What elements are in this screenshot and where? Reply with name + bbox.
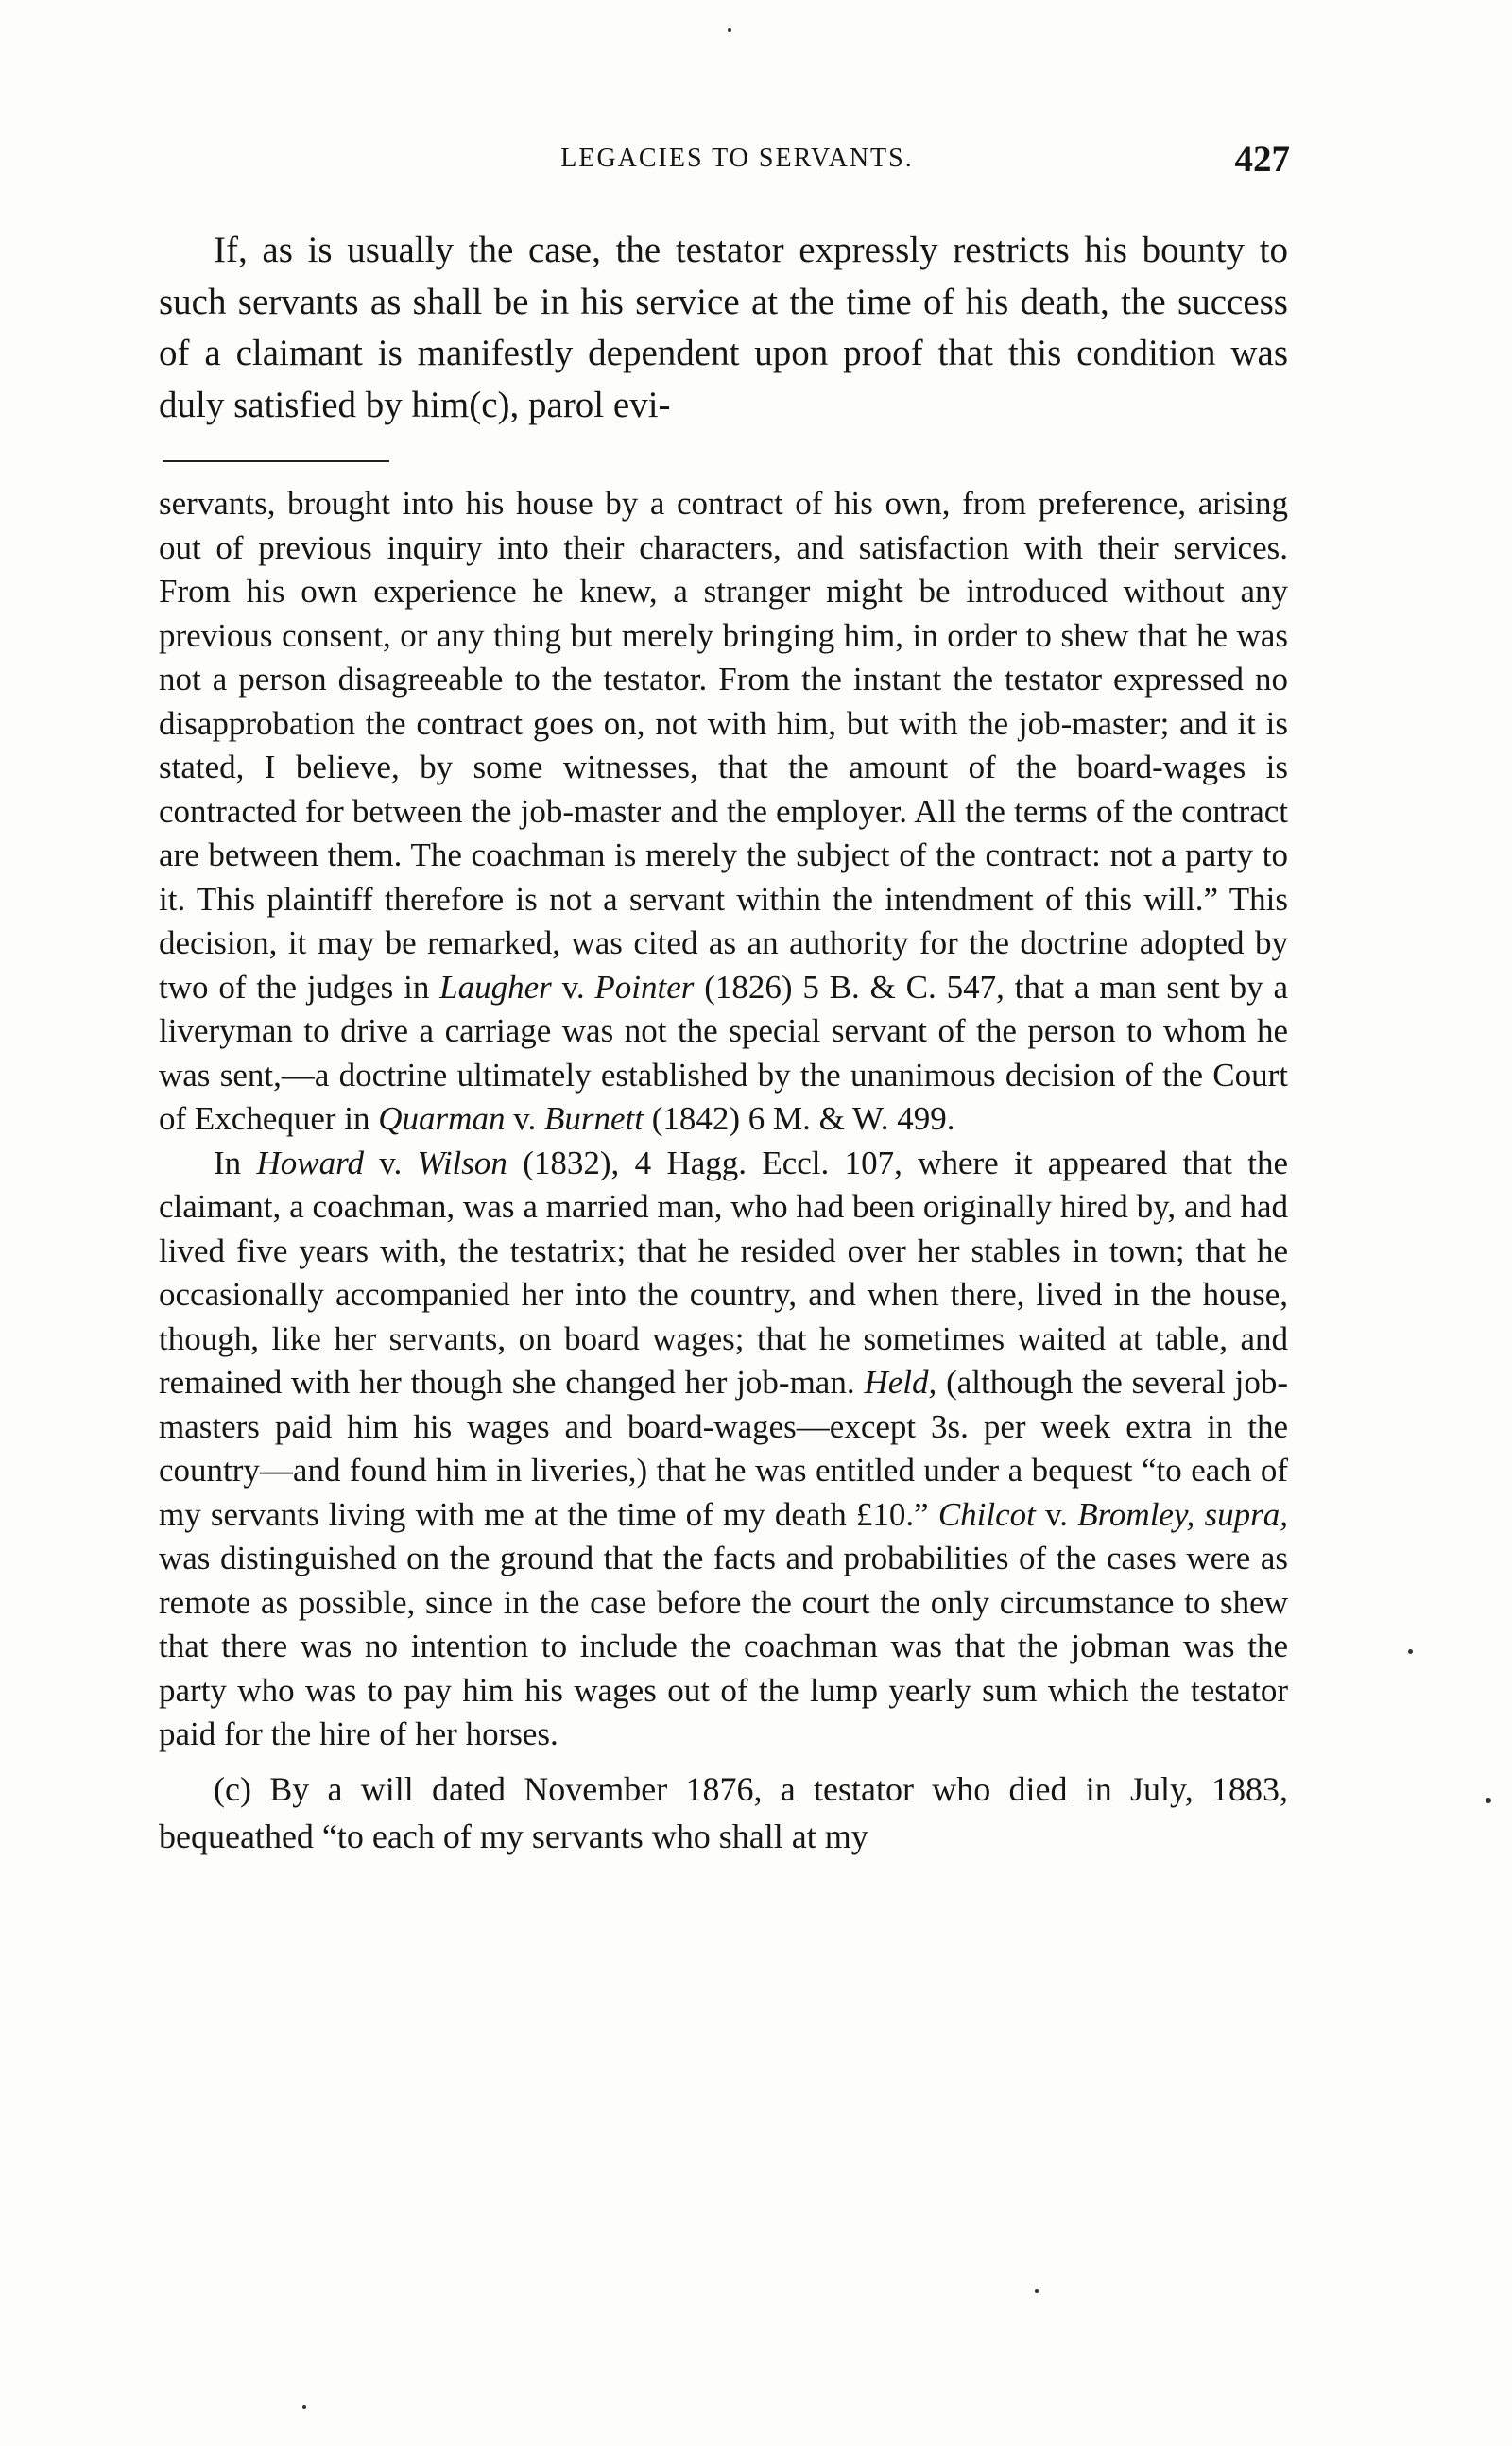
- note-text: servants, brought into his house by a contract of his own, from preference, arising out of previous inquiry into their characters, and satisfaction with their services. From his own experience he knew, a stranger might be introduced without any previous consent, or any thing but merely bringing him, in order to shew that he was not a person disagreeable to the testator. From the instant the testator expressed no disapprobation the contract goes on, not with him, but with the job-master; and it is stated, I believe, by some witnesses, that the amount of the board-wages is contracted for between the job-master and the employer. All the terms of the contract are between them. The coachman is merely the subject of the contract: not a party to it. This plaintiff therefore is not a servant within the intendment of this will.” This decision, it may be remarked, was cited as an authority for the doctrine adopted by two of the judges in: [159, 485, 1288, 1006]
- note-text: In: [214, 1144, 257, 1181]
- case-name: Pointer: [594, 968, 695, 1006]
- ink-speck: [302, 2405, 306, 2409]
- case-name: Laugher: [439, 968, 552, 1006]
- note-text: (c) By a will dated November 1876, a testator who died in July, 1883, bequeathed “to each of my servants who shall at my: [159, 1769, 1288, 1855]
- note-text: v.: [505, 1100, 544, 1137]
- footnote-c: [159, 1766, 1288, 1860]
- note-text: (1832), 4 Hagg. Eccl. 107, where it appeared that the claimant, a coachman, was a married man, who had been originally hired by, and had lived five years with, the testatrix; that he resided over her stables in town; that he occasionally accompanied her into the country, and when there, lived in the house, though, like her servants, on board wages; that he sometimes waited at table, and remained with her though she changed her job-man.: [159, 1144, 1289, 1401]
- case-name: Howard: [256, 1144, 364, 1181]
- footnotes: [159, 482, 1288, 1860]
- note-text: (1842) 6 M. & W. 499.: [643, 1100, 955, 1137]
- case-name: Bromley, supra,: [1077, 1495, 1288, 1533]
- note-text: v.: [551, 968, 595, 1006]
- note-text: v.: [1035, 1495, 1078, 1533]
- footnote-separator-rule: [163, 460, 389, 462]
- ink-speck: [1035, 2289, 1039, 2293]
- case-name: Quarman: [378, 1100, 506, 1137]
- body-paragraph: If, as is usually the case, the testator expressly restricts his bounty to such servants as shall be in his service at the time of his death, the success of a claimant is manifestly dependent upon proof that this condition was duly satisfied by him(c), parol evi-: [159, 230, 1288, 425]
- case-name: Chilcot: [937, 1495, 1036, 1533]
- ink-speck: [1486, 1798, 1491, 1803]
- note-text: v.: [363, 1144, 418, 1181]
- footnote-continuation: [159, 482, 1288, 1142]
- note-text: (although the several job-masters paid him his wages and board-wages—except 3s. per week extra in the country—and found him in liveries,) that he was entitled under a bequest “to each of my servants living with me at the time of my death £10.”: [159, 1364, 1288, 1533]
- page-number: 427: [1234, 139, 1290, 180]
- note-text: (1826) 5 B. & C. 547, that a man sent by a liveryman to drive a carriage was not the special servant of the person to whom he was sent,—a doctrine ultimately established by the unanimous decision of the Court of Exchequer in: [159, 968, 1288, 1137]
- note-text: was distinguished on the ground that the facts and probabilities of the cases were as remote as possible, since in the case before the court the only circumstance to shew that there was no intention to include the coachman was that the jobman was the party who was to pay him his wages out of the lump yearly sum which the testator paid for the hire of her horses.: [159, 1540, 1288, 1752]
- case-name: Burnett: [543, 1100, 644, 1137]
- ink-speck: [728, 28, 731, 32]
- case-name: Wilson: [417, 1144, 507, 1181]
- ink-speck: [1408, 1649, 1413, 1654]
- held-label: Held,: [864, 1364, 937, 1401]
- footnote-howard-v-wilson: [159, 1142, 1288, 1757]
- running-title: LEGACIES TO SERVANTS.: [560, 144, 914, 173]
